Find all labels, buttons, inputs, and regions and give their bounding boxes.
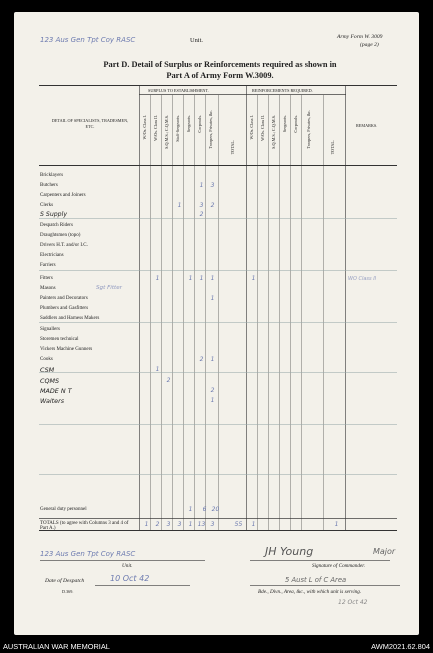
- entry: 1: [144, 521, 149, 528]
- col-header: Corporals.: [197, 115, 202, 133]
- row-divider: [39, 322, 397, 323]
- table-top-rule: [39, 85, 397, 86]
- col-divider: [345, 85, 346, 530]
- col-divider: [183, 95, 184, 530]
- entry: 2: [199, 211, 204, 218]
- row-label: Carpenters and Joiners: [40, 193, 86, 198]
- col-divider: [290, 95, 291, 530]
- entry: 20: [211, 506, 220, 513]
- row-label: Electricians: [40, 253, 64, 258]
- row-divider: [39, 424, 397, 425]
- col-header: W/Os. Class I.: [142, 115, 147, 140]
- col-header: Sergeants.: [186, 115, 191, 133]
- entry: 1: [188, 275, 193, 282]
- col-header: S.Q.M.S.; C.Q.M.S.: [164, 115, 169, 149]
- group-header-rule: [139, 94, 346, 95]
- row-label: Vickers Machine Gunners: [40, 347, 93, 352]
- col-header: Sergeants.: [282, 115, 287, 133]
- col-header: TOTAL.: [330, 140, 335, 155]
- entry: 3: [210, 521, 215, 528]
- masons-handwritten: Sgt Fitter: [96, 285, 122, 291]
- remarks-header: REMARKS.: [356, 123, 378, 128]
- reinforcements-header: REINFORCEMENTS REQUIRED.: [252, 88, 313, 93]
- col-divider: [301, 95, 302, 530]
- part-d-title: Part D. Detail of Surplus or Reinforcements required as shown in: [103, 60, 337, 69]
- archive-ref: AWM2021.62.804: [371, 642, 430, 651]
- despatch-label: Date of Despatch: [45, 578, 85, 584]
- row-label: Clerks: [40, 203, 54, 208]
- col-header: Troopers, Privates, &c.: [208, 110, 213, 149]
- entry: 3: [199, 202, 204, 209]
- col-divider: [268, 95, 269, 530]
- entry: 1: [251, 521, 256, 528]
- entry: 13: [197, 521, 206, 528]
- col-divider: [246, 85, 247, 530]
- row-label: Drivers H.T. and/or I.C.: [40, 243, 88, 248]
- col-divider: [139, 85, 140, 530]
- totals-label: TOTALS (to agree with Columns 3 and 4 of Part A.): [40, 521, 129, 531]
- archive-footer: [0, 638, 433, 653]
- entry: 1: [188, 506, 193, 513]
- entry: 1: [210, 295, 215, 302]
- row-divider: [39, 474, 397, 475]
- page-number: (page 2): [360, 42, 379, 48]
- entry: 1: [199, 182, 204, 189]
- col-header: TOTAL.: [230, 140, 235, 155]
- document-page: [14, 12, 419, 635]
- entry: 3: [177, 521, 182, 528]
- col-divider: [279, 95, 280, 530]
- formation-label: Bde., Divn., Area, &c., with which unit is serving.: [258, 589, 362, 595]
- row-divider: [39, 372, 397, 373]
- col-divider: [150, 95, 151, 530]
- unit-label: Unit.: [190, 37, 203, 44]
- entry: 55: [234, 521, 243, 528]
- col-divider: [194, 95, 195, 530]
- general-duty-label: General duty personnel: [40, 507, 87, 512]
- col-header: Corporals.: [293, 115, 298, 133]
- date-stamp: 12 Oct 42: [338, 599, 368, 606]
- bottom-unit-label: Unit.: [122, 563, 133, 569]
- form-code: D.369.: [62, 589, 74, 594]
- row-label-handwritten: MADE N T: [40, 387, 72, 395]
- col-divider: [218, 95, 219, 530]
- detail-header: DETAIL OF SPECIALISTS, TRADESMEN, ETC.: [51, 118, 129, 129]
- entry: 2: [155, 521, 160, 528]
- row-label: Despatch Riders: [40, 223, 73, 228]
- unit-handwritten: 123 Aus Gen Tpt Coy RASC: [40, 36, 136, 44]
- col-header: Staff-Sergeants.: [175, 115, 180, 142]
- commander-signature: JH Young: [265, 545, 314, 558]
- row-label: Signallers: [40, 327, 60, 332]
- row-divider: [39, 218, 397, 219]
- row-label: Cooks: [40, 357, 53, 362]
- row-label: Draughtsmen (topo): [40, 233, 81, 238]
- entry: 1: [155, 275, 160, 282]
- entry: 1: [210, 275, 215, 282]
- entry: 1: [188, 521, 193, 528]
- entry: 1: [251, 275, 256, 282]
- formation-handwritten: 5 Aust L of C Area: [285, 576, 347, 584]
- row-label-handwritten: Waiters: [40, 397, 65, 405]
- row-label: Butchers: [40, 183, 58, 188]
- entry: 1: [155, 366, 160, 373]
- col-divider: [161, 95, 162, 530]
- unit-underline: [40, 560, 205, 561]
- entry: 2: [166, 377, 171, 384]
- entry: 3: [210, 182, 215, 189]
- row-label: Saddlers and Harness Makers: [40, 316, 100, 321]
- bottom-unit-handwritten: 123 Aus Gen Tpt Coy RASC: [40, 550, 136, 558]
- row-label-handwritten: S Supply: [40, 211, 67, 218]
- form-number: Army Form W. 3009: [337, 34, 383, 40]
- row-divider: [39, 270, 397, 271]
- row-label: Bricklayers: [40, 173, 64, 178]
- row-label: Storemen technical: [40, 337, 79, 342]
- surplus-header: SURPLUS TO ESTABLISHMENT.: [148, 88, 209, 93]
- col-divider: [172, 95, 173, 530]
- col-divider: [257, 95, 258, 530]
- row-label: Plumbers and Gasfitters: [40, 306, 89, 311]
- entry: 1: [210, 397, 215, 404]
- row-label: Farriers: [40, 263, 56, 268]
- col-divider: [205, 95, 206, 530]
- entry: 1: [177, 202, 182, 209]
- entry: 2: [210, 202, 215, 209]
- col-header: Troopers, Privates, &c.: [306, 110, 311, 149]
- commander-rank: Major: [373, 547, 396, 556]
- signature-underline: [250, 560, 390, 561]
- formation-underline: [250, 585, 400, 586]
- archive-name: AUSTRALIAN WAR MEMORIAL: [3, 642, 110, 651]
- col-header: W/Os. Class II.: [153, 115, 158, 141]
- col-divider: [323, 95, 324, 530]
- entry: 6: [202, 506, 207, 513]
- despatch-underline: [95, 585, 190, 586]
- row-label-handwritten: CQMS: [40, 377, 60, 385]
- remarks-entry: WO Class II: [348, 276, 377, 282]
- col-header: W/Os. Class I.: [249, 115, 254, 140]
- entry: 2: [199, 356, 204, 363]
- entry: 1: [334, 521, 339, 528]
- row-label: Masons: [40, 286, 56, 291]
- row-label: Painters and Decorators: [40, 296, 88, 301]
- row-label: Fitters: [40, 276, 53, 281]
- row-label-handwritten: CSM: [40, 366, 55, 374]
- col-header: W/Os. Class II.: [260, 115, 265, 141]
- entry: 2: [210, 387, 215, 394]
- part-d-subtitle: Part A of Army Form W.3009.: [166, 71, 274, 80]
- signature-label: Signature of Commander.: [312, 563, 365, 569]
- entry: 1: [210, 356, 215, 363]
- col-header: S.Q.M.S.; C.Q.M.S.: [271, 115, 276, 149]
- despatch-date: 10 Oct 42: [110, 574, 150, 583]
- entry: 3: [166, 521, 171, 528]
- entry: 1: [199, 275, 204, 282]
